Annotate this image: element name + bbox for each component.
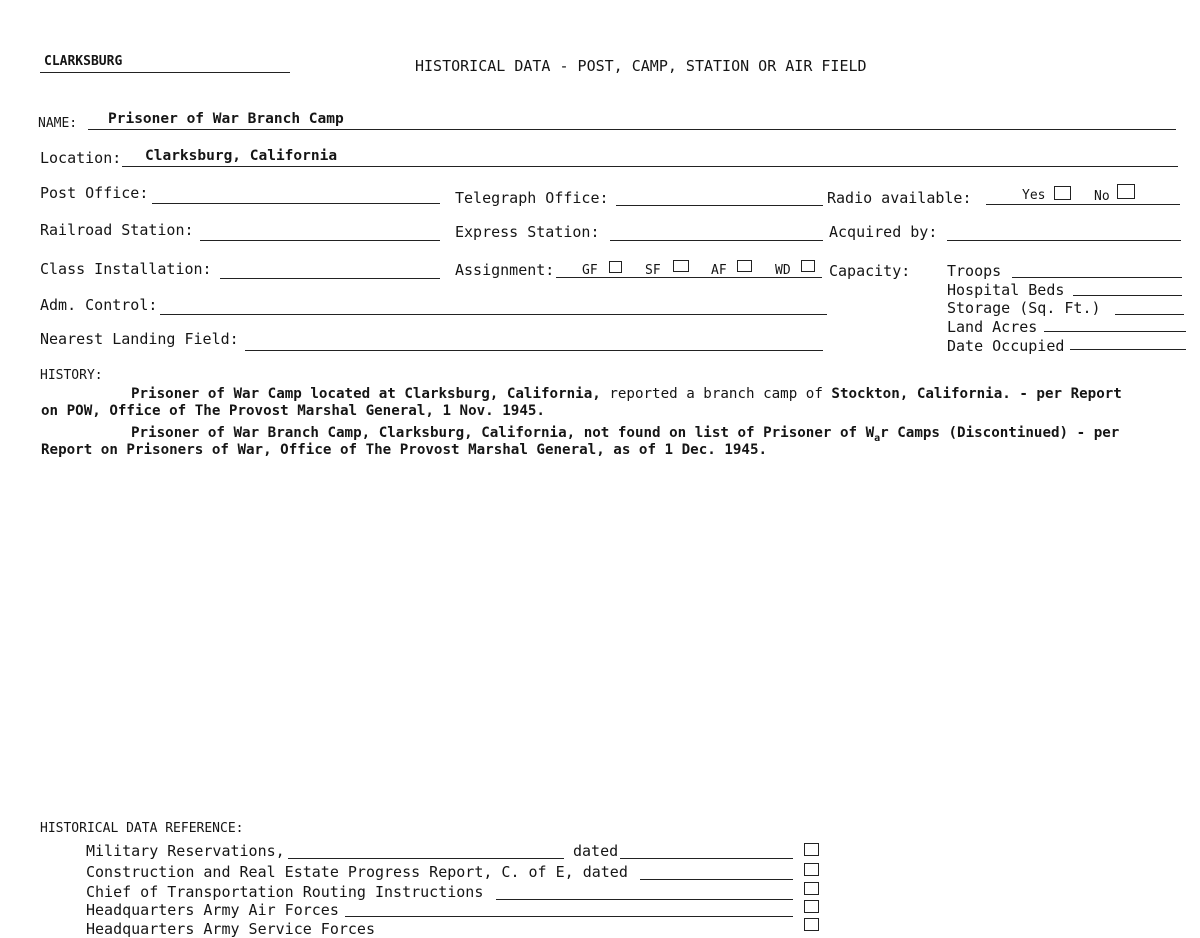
troops-line[interactable]: [1012, 277, 1182, 278]
history-paragraph-1-line-1: [41, 386, 1191, 403]
history-paragraph-1-line-2: on POW, Office of The Provost Marshal General, 1 Nov. 1945.: [41, 403, 545, 419]
history-p2-sub: a: [874, 432, 881, 444]
express-line[interactable]: [610, 240, 823, 241]
construction-line[interactable]: [640, 879, 793, 880]
place-name: CLARKSBURG: [44, 54, 123, 69]
military-reservations-line[interactable]: [288, 858, 564, 859]
assign-gf-label: GF: [582, 263, 598, 278]
assign-gf-checkbox[interactable]: [609, 261, 622, 273]
aaf-checkbox[interactable]: [804, 900, 819, 913]
aaf-line[interactable]: [345, 916, 793, 917]
landing-field-line[interactable]: [245, 350, 823, 351]
class-line[interactable]: [220, 278, 440, 279]
adm-control-line[interactable]: [160, 314, 827, 315]
acquired-label: Acquired by:: [829, 223, 938, 241]
storage-line[interactable]: [1115, 314, 1184, 315]
asf-checkbox[interactable]: [804, 918, 819, 931]
asf-label: Headquarters Army Service Forces: [86, 920, 375, 938]
history-p1-normal: reported a branch camp of: [600, 386, 832, 402]
assign-af-checkbox[interactable]: [737, 260, 752, 272]
hospital-beds-label: Hospital Beds: [947, 281, 1065, 299]
history-paragraph-2-line-2: Report on Prisoners of War, Office of The Provost Marshal General, as of 1 Dec. 1945.: [41, 442, 768, 458]
acquired-line[interactable]: [947, 240, 1181, 241]
radio-no-checkbox[interactable]: [1117, 184, 1135, 199]
landing-field-label: Nearest Landing Field:: [40, 330, 239, 348]
radio-line: [986, 204, 1180, 205]
post-office-label: Post Office:: [40, 184, 149, 202]
name-label: NAME:: [38, 116, 78, 131]
radio-yes-label: Yes: [1022, 188, 1046, 203]
name-line: [88, 129, 1176, 130]
storage-label: Storage (Sq. Ft.): [947, 299, 1101, 317]
capacity-label: Capacity:: [829, 262, 911, 280]
express-label: Express Station:: [455, 223, 600, 241]
radio-no-label: No: [1094, 189, 1110, 204]
troops-label: Troops: [947, 262, 1002, 280]
history-p2-post: r Camps (Discontinued) - per: [880, 425, 1120, 441]
land-acres-line[interactable]: [1044, 331, 1186, 332]
railroad-label: Railroad Station:: [40, 221, 194, 239]
military-dated-label: dated: [573, 842, 619, 860]
location-value[interactable]: Clarksburg, California: [145, 148, 338, 164]
history-p2-pre: Prisoner of War Branch Camp, Clarksburg, California, not found on list of Prisoner of W: [131, 425, 875, 441]
railroad-line[interactable]: [200, 240, 440, 241]
radio-label: Radio available:: [827, 189, 972, 207]
construction-label: Construction and Real Estate Progress Report, C. of E, dated: [86, 863, 628, 881]
assign-af-label: AF: [711, 263, 727, 278]
telegraph-label: Telegraph Office:: [455, 189, 609, 207]
date-occupied-line[interactable]: [1070, 349, 1186, 350]
date-occupied-label: Date Occupied: [947, 337, 1065, 355]
class-label: Class Installation:: [40, 260, 212, 278]
transportation-checkbox[interactable]: [804, 882, 819, 895]
name-value[interactable]: Prisoner of War Branch Camp: [108, 111, 344, 127]
reference-label: HISTORICAL DATA REFERENCE:: [40, 821, 244, 836]
post-office-line[interactable]: [152, 203, 440, 204]
aaf-label: Headquarters Army Air Forces: [86, 901, 339, 919]
transportation-line[interactable]: [496, 899, 793, 900]
assign-sf-label: SF: [645, 263, 661, 278]
assign-wd-checkbox[interactable]: [801, 260, 815, 272]
history-p1-bold: Prisoner of War Camp located at Clarksburg, California,: [131, 386, 601, 402]
radio-yes-checkbox[interactable]: [1054, 186, 1071, 200]
hospital-beds-line[interactable]: [1073, 295, 1182, 296]
adm-control-label: Adm. Control:: [40, 296, 158, 314]
form-title: HISTORICAL DATA - POST, CAMP, STATION OR AIR FIELD: [415, 57, 867, 75]
military-reservations-label: Military Reservations,: [86, 842, 285, 860]
assign-wd-label: WD: [775, 263, 791, 278]
transportation-label: Chief of Transportation Routing Instructions: [86, 883, 484, 901]
location-label: Location:: [40, 149, 122, 167]
location-line: [122, 166, 1178, 167]
military-dated-line[interactable]: [620, 858, 793, 859]
military-checkbox[interactable]: [804, 843, 819, 856]
land-acres-label: Land Acres: [947, 318, 1038, 336]
construction-checkbox[interactable]: [804, 863, 819, 876]
telegraph-line[interactable]: [616, 205, 823, 206]
assignment-label: Assignment:: [455, 261, 555, 279]
history-p1-bold2: Stockton, California. - per Report: [831, 386, 1122, 402]
history-label: HISTORY:: [40, 368, 103, 383]
assign-sf-checkbox[interactable]: [673, 260, 689, 272]
place-underline: [40, 72, 290, 73]
